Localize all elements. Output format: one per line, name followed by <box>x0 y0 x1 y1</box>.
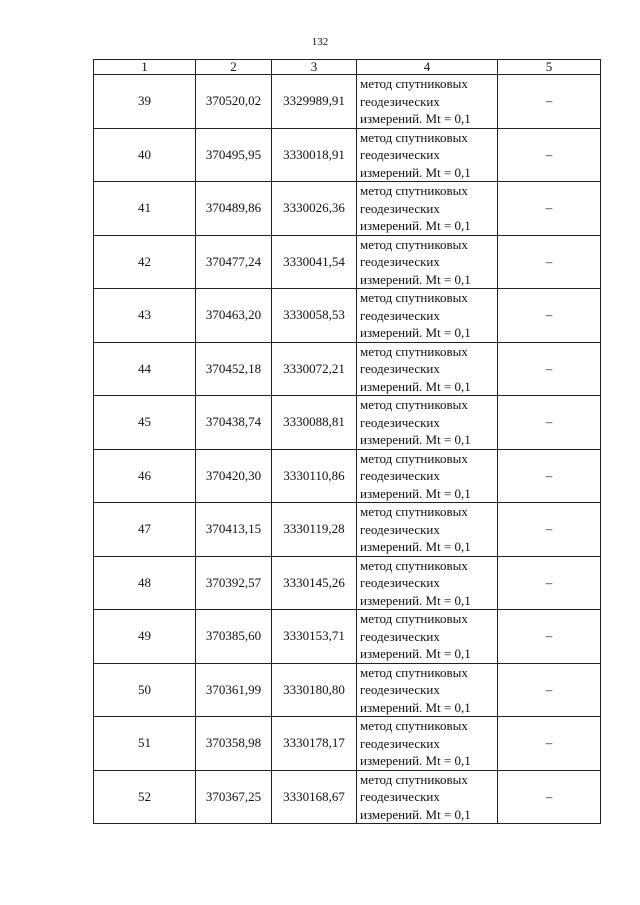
note-cell: – <box>498 235 601 289</box>
table-row <box>94 610 601 664</box>
method-cell <box>357 610 498 664</box>
method-cell <box>357 289 498 343</box>
coordinate-y-cell: 3330058,53 <box>272 289 357 343</box>
method-line: геодезических <box>360 468 440 483</box>
coordinate-y-cell: 3330145,26 <box>272 556 357 610</box>
column-header-1: 1 <box>94 60 196 75</box>
method-line: геодезических <box>360 735 440 751</box>
method-cell <box>357 449 498 503</box>
note-cell: – <box>498 128 601 182</box>
method-line: измерений. Mt = 0,1 <box>360 378 471 394</box>
method-line: измерений. Mt = 0,1 <box>360 699 471 715</box>
method-line: метод спутниковых <box>360 450 468 466</box>
method-line: измерений. Mt = 0,1 <box>360 485 471 501</box>
point-number-cell: 51 <box>94 717 196 771</box>
table-row <box>94 770 601 824</box>
coordinate-y-cell: 3330041,54 <box>272 235 357 289</box>
point-number-cell: 43 <box>94 289 196 343</box>
note-cell: – <box>498 717 601 771</box>
coordinate-y-cell: 3330168,67 <box>272 770 357 824</box>
coordinate-x-cell: 370413,15 <box>196 503 272 557</box>
method-line: измерений. Mt = 0,1 <box>360 164 471 180</box>
method-line: геодезических <box>360 254 440 269</box>
coordinates-table <box>93 59 601 824</box>
column-header-4: 4 <box>357 60 498 75</box>
table-row <box>94 663 601 717</box>
method-line: геодезических <box>360 147 440 162</box>
coordinate-x-cell: 370520,02 <box>196 75 272 129</box>
method-line: метод спутниковых <box>360 397 468 412</box>
method-line: геодезических <box>360 575 440 590</box>
note-cell: – <box>498 556 601 610</box>
method-cell <box>357 75 498 129</box>
table-row <box>94 717 601 771</box>
point-number-cell: 45 <box>94 396 196 450</box>
table-row <box>94 75 601 129</box>
method-line: геодезических <box>360 682 440 697</box>
coordinate-x-cell: 370361,99 <box>196 663 272 717</box>
method-line: измерений. Mt = 0,1 <box>360 539 471 554</box>
table-row <box>94 396 601 450</box>
method-cell <box>357 663 498 717</box>
method-cell <box>357 503 498 557</box>
method-line: геодезических <box>360 361 440 376</box>
note-cell: – <box>498 75 601 129</box>
method-cell <box>357 235 498 289</box>
method-line: геодезических <box>360 628 440 644</box>
point-number-cell: 39 <box>94 75 196 129</box>
note-cell: – <box>498 396 601 450</box>
method-line: метод спутниковых <box>360 236 468 252</box>
coordinate-x-cell: 370452,18 <box>196 342 272 396</box>
note-cell: – <box>498 342 601 396</box>
point-number-cell: 52 <box>94 770 196 824</box>
method-line: измерений. Mt = 0,1 <box>360 325 471 340</box>
method-cell <box>357 717 498 771</box>
column-header-3: 3 <box>272 60 357 75</box>
method-line: измерений. Mt = 0,1 <box>360 646 471 661</box>
column-header-2: 2 <box>196 60 272 75</box>
method-line: измерений. Mt = 0,1 <box>360 806 471 822</box>
coordinate-y-cell: 3330153,71 <box>272 610 357 664</box>
method-line: измерений. Mt = 0,1 <box>360 753 471 768</box>
point-number-cell: 42 <box>94 235 196 289</box>
note-cell: – <box>498 610 601 664</box>
method-line: метод спутниковых <box>360 76 468 91</box>
column-header-5: 5 <box>498 60 601 75</box>
method-line: метод спутниковых <box>360 343 468 359</box>
point-number-cell: 47 <box>94 503 196 557</box>
method-line: измерений. Mt = 0,1 <box>360 271 471 287</box>
method-cell <box>357 342 498 396</box>
coordinate-y-cell: 3330178,17 <box>272 717 357 771</box>
method-line: измерений. Mt = 0,1 <box>360 218 471 233</box>
method-line: метод спутниковых <box>360 611 468 626</box>
note-cell: – <box>498 770 601 824</box>
coordinate-x-cell: 370420,30 <box>196 449 272 503</box>
coordinate-x-cell: 370385,60 <box>196 610 272 664</box>
point-number-cell: 41 <box>94 182 196 236</box>
method-line: метод спутниковых <box>360 771 468 787</box>
table-row <box>94 128 601 182</box>
point-number-cell: 50 <box>94 663 196 717</box>
table-body <box>94 75 601 824</box>
point-number-cell: 48 <box>94 556 196 610</box>
note-cell: – <box>498 449 601 503</box>
method-line: геодезических <box>360 93 440 109</box>
point-number-cell: 49 <box>94 610 196 664</box>
coordinate-y-cell: 3330110,86 <box>272 449 357 503</box>
note-cell: – <box>498 663 601 717</box>
table-header-row <box>94 60 601 75</box>
method-cell <box>357 396 498 450</box>
point-number-cell: 40 <box>94 128 196 182</box>
coordinate-x-cell: 370477,24 <box>196 235 272 289</box>
coordinate-y-cell: 3330119,28 <box>272 503 357 557</box>
method-line: метод спутниковых <box>360 557 468 573</box>
method-line: метод спутниковых <box>360 664 468 680</box>
coordinate-y-cell: 3329989,91 <box>272 75 357 129</box>
table-row <box>94 342 601 396</box>
table-row <box>94 556 601 610</box>
point-number-cell: 44 <box>94 342 196 396</box>
page-number: 132 <box>311 36 329 48</box>
note-cell: – <box>498 289 601 343</box>
coordinate-x-cell: 370438,74 <box>196 396 272 450</box>
method-line: метод спутниковых <box>360 129 468 145</box>
method-cell <box>357 182 498 236</box>
point-number-cell: 46 <box>94 449 196 503</box>
coordinate-x-cell: 370367,25 <box>196 770 272 824</box>
method-line: метод спутниковых <box>360 183 468 198</box>
method-line: измерений. Mt = 0,1 <box>360 432 471 447</box>
method-line: метод спутниковых <box>360 290 468 305</box>
coordinate-y-cell: 3330072,21 <box>272 342 357 396</box>
method-line: измерений. Mt = 0,1 <box>360 111 471 126</box>
coordinate-x-cell: 370463,20 <box>196 289 272 343</box>
note-cell: – <box>498 182 601 236</box>
coordinate-x-cell: 370358,98 <box>196 717 272 771</box>
table-row <box>94 235 601 289</box>
coordinate-x-cell: 370495,95 <box>196 128 272 182</box>
method-cell <box>357 128 498 182</box>
note-cell: – <box>498 503 601 557</box>
method-line: геодезических <box>360 521 440 537</box>
table-row <box>94 503 601 557</box>
method-line: метод спутниковых <box>360 718 468 733</box>
coordinate-y-cell: 3330088,81 <box>272 396 357 450</box>
table-row <box>94 289 601 343</box>
method-cell <box>357 556 498 610</box>
table-row <box>94 182 601 236</box>
table-row <box>94 449 601 503</box>
coordinate-y-cell: 3330018,91 <box>272 128 357 182</box>
method-line: метод спутниковых <box>360 504 468 519</box>
method-cell <box>357 770 498 824</box>
coordinate-y-cell: 3330026,36 <box>272 182 357 236</box>
method-line: измерений. Mt = 0,1 <box>360 592 471 608</box>
coordinate-y-cell: 3330180,80 <box>272 663 357 717</box>
method-line: геодезических <box>360 414 440 430</box>
method-line: геодезических <box>360 307 440 323</box>
method-line: геодезических <box>360 200 440 216</box>
coordinate-x-cell: 370392,57 <box>196 556 272 610</box>
coordinate-x-cell: 370489,86 <box>196 182 272 236</box>
method-line: геодезических <box>360 789 440 804</box>
